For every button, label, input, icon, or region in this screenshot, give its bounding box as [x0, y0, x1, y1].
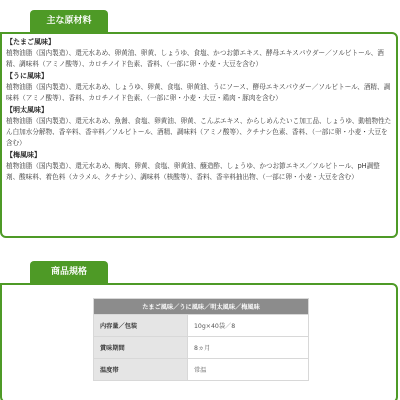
- spec-table-header-row: [94, 299, 309, 315]
- spec-label-content: 内容量／包装: [94, 315, 188, 337]
- spec-value-temperature: 常温: [188, 359, 309, 381]
- spec-table: [93, 298, 309, 381]
- ingredients-ume: 植物油脂（国内製造）、還元水あめ、梅肉、卵黄、食塩、卵黄油、醸造酢、しょうゆ、かつお節エキス／ソルビトール、pH調整剤、酸味料、着色料（カラメル、クチナシ）、調味料（核酸等）、香料、香辛料抽出物、（一部に卵・小麦・大豆を含む）: [6, 162, 380, 181]
- spec-table-header: たまご風味／うに風味／明太風味／梅風味: [94, 299, 309, 315]
- ingredients-panel: [0, 32, 398, 238]
- spec-label-temperature: 温度帯: [94, 359, 188, 381]
- spec-label-shelf-life: 賞味期間: [94, 337, 188, 359]
- table-row: [94, 315, 309, 337]
- flavor-title-mentai: 【明太風味】: [6, 106, 48, 115]
- table-row: [94, 337, 309, 359]
- specs-section-title: 商品規格: [30, 261, 108, 283]
- flavor-title-uni: 【うに風味】: [6, 72, 48, 81]
- ingredients-mentai: 植物油脂（国内製造）、還元水あめ、魚醤、食塩、卵黄油、卵黄、こんぶエキス、からしめんたいこ加工品、しょうゆ、動植物性たん白加水分解物、香辛料、香辛料／ソルビトール、酒精、調味料（アミノ酸等）、クチナシ色素、香料、（一部に卵・小麦・大豆を含む）: [6, 117, 392, 147]
- ingredients-section-title: 主な原材料: [30, 10, 108, 32]
- spec-value-shelf-life: 8ヵ月: [188, 337, 309, 359]
- table-row: [94, 359, 309, 381]
- flavor-title-tamago: 【たまご風味】: [6, 38, 55, 46]
- ingredients-tamago: 植物油脂（国内製造）、還元水あめ、卵黄油、卵黄、しょうゆ、食塩、かつお節エキス、酵母エキスパウダー／ソルビトール、酒精、調味料（アミノ酸等）、カロチノイド色素、香料、（一部に卵・小麦・大豆を含む）: [6, 49, 384, 68]
- ingredients-uni: 植物油脂（国内製造）、還元水あめ、しょうゆ、卵黄、食塩、卵黄油、うにソース、酵母エキスパウダー／ソルビトール、酒精、調味料（アミノ酸等）、香料、カロチノイド色素、（一部に卵・小麦・大豆・鶏肉・豚肉を含む）: [6, 83, 391, 102]
- spec-value-content: 10g×40袋／8: [188, 315, 309, 337]
- flavor-title-ume: 【梅風味】: [6, 151, 41, 160]
